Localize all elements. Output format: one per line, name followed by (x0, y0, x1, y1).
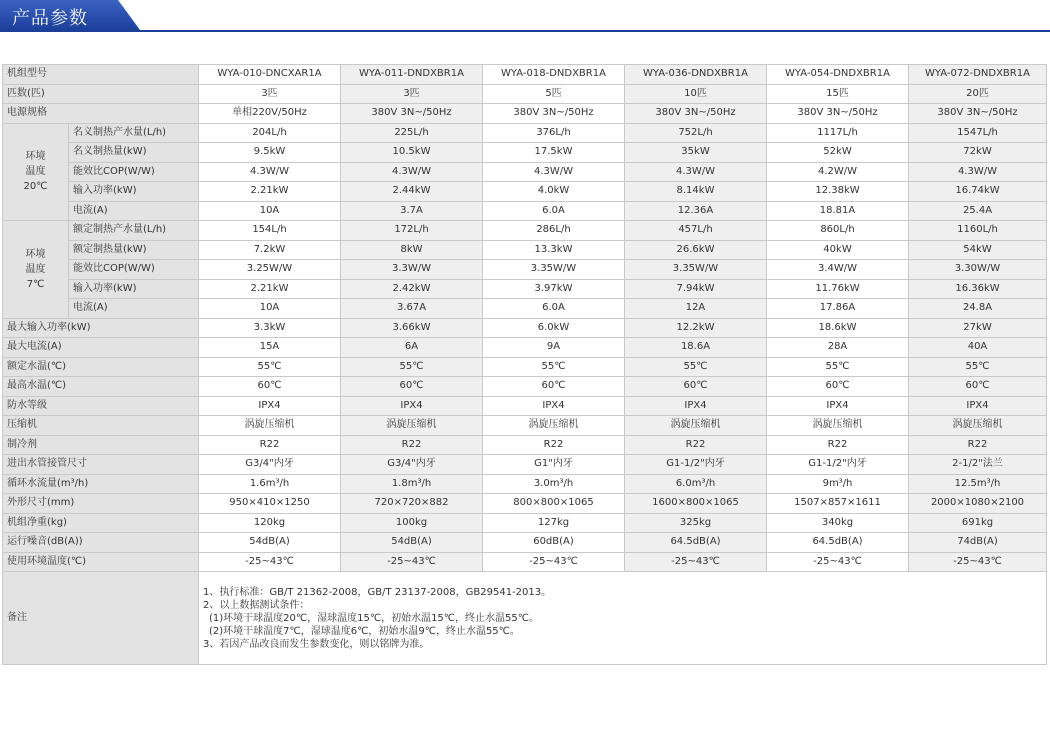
value-cell: 10A (199, 201, 341, 221)
value-cell: 24.8A (909, 299, 1047, 319)
value-cell: IPX4 (767, 396, 909, 416)
value-cell: 60℃ (483, 377, 625, 397)
value-cell: 26.6kW (625, 240, 767, 260)
table-row (3, 338, 1047, 358)
value-cell: 380V 3N~/50Hz (909, 104, 1047, 124)
value-cell: -25~43℃ (483, 552, 625, 572)
table-row (3, 552, 1047, 572)
value-cell: 1.8m³/h (341, 474, 483, 494)
value-cell: G3/4"内牙 (199, 455, 341, 475)
value-cell: 3.35W/W (625, 260, 767, 280)
value-cell: 20匹 (909, 84, 1047, 104)
note-line: (1)环境干球温度20℃，湿球温度15℃，初始水温15℃，终止水温55℃。 (209, 612, 539, 624)
row-label: 额定制热产水量(L/h) (69, 221, 199, 241)
row-label: 压缩机 (3, 416, 199, 436)
value-cell: R22 (625, 435, 767, 455)
value-cell: 3匹 (341, 84, 483, 104)
value-cell: 17.5kW (483, 143, 625, 163)
value-cell: IPX4 (199, 396, 341, 416)
value-cell: -25~43℃ (199, 552, 341, 572)
value-cell: 4.3W/W (625, 162, 767, 182)
value-cell: 800×800×1065 (483, 494, 625, 514)
value-cell: 60dB(A) (483, 533, 625, 553)
value-cell: 6.0A (483, 201, 625, 221)
value-cell: 16.36kW (909, 279, 1047, 299)
value-cell: IPX4 (909, 396, 1047, 416)
value-cell: 3.4W/W (767, 260, 909, 280)
value-cell: 3.0m³/h (483, 474, 625, 494)
value-cell: 单相220V/50Hz (199, 104, 341, 124)
group-label-line: 温度 (25, 166, 46, 178)
value-cell: 涡旋压缩机 (341, 416, 483, 436)
value-cell: 457L/h (625, 221, 767, 241)
value-cell: 18.6kW (767, 318, 909, 338)
table-row (3, 182, 1047, 202)
group-label-line: 温度 (25, 263, 46, 275)
value-cell: 2.21kW (199, 279, 341, 299)
row-label: 能效比COP(W/W) (69, 260, 199, 280)
row-label: 输入功率(kW) (69, 182, 199, 202)
row-label: 机组净重(kg) (3, 513, 199, 533)
page-title: 产品参数 (12, 8, 88, 29)
row-label: 名义制热量(kW) (69, 143, 199, 163)
value-cell: 9A (483, 338, 625, 358)
value-cell: 380V 3N~/50Hz (625, 104, 767, 124)
value-cell: 3.7A (341, 201, 483, 221)
value-cell: 涡旋压缩机 (767, 416, 909, 436)
value-cell: 752L/h (625, 123, 767, 143)
value-cell: 涡旋压缩机 (909, 416, 1047, 436)
value-cell: 4.3W/W (909, 162, 1047, 182)
note-line: 2、以上数据测试条件： (203, 599, 310, 611)
value-cell: WYA-011-DNDXBR1A (341, 65, 483, 85)
value-cell: 286L/h (483, 221, 625, 241)
value-cell: G1-1/2"内牙 (767, 455, 909, 475)
note-line: (2)环境干球温度7℃，湿球温度6℃，初始水温9℃，终止水温55℃。 (209, 625, 520, 637)
value-cell: 225L/h (341, 123, 483, 143)
value-cell: 55℃ (483, 357, 625, 377)
value-cell: -25~43℃ (625, 552, 767, 572)
value-cell: 3.97kW (483, 279, 625, 299)
row-label: 额定水温(℃) (3, 357, 199, 377)
table-row (3, 260, 1047, 280)
table-row (3, 474, 1047, 494)
value-cell: 376L/h (483, 123, 625, 143)
value-cell: 54dB(A) (199, 533, 341, 553)
value-cell: R22 (483, 435, 625, 455)
value-cell: 1.6m³/h (199, 474, 341, 494)
group-label-line: 环境 (25, 248, 46, 260)
row-label: 最大电流(A) (3, 338, 199, 358)
value-cell: 12A (625, 299, 767, 319)
table-row (3, 435, 1047, 455)
table-row (3, 318, 1047, 338)
value-cell: 5匹 (483, 84, 625, 104)
value-cell: 54dB(A) (341, 533, 483, 553)
header-underline (0, 30, 1050, 32)
value-cell: 2.44kW (341, 182, 483, 202)
table-row (3, 357, 1047, 377)
value-cell: 60℃ (625, 377, 767, 397)
value-cell: 55℃ (909, 357, 1047, 377)
group-label-line: 7℃ (26, 278, 45, 290)
value-cell: 2-1/2"法兰 (909, 455, 1047, 475)
table-row (3, 104, 1047, 124)
spec-table (2, 64, 1047, 665)
value-cell: 13.3kW (483, 240, 625, 260)
value-cell: 12.38kW (767, 182, 909, 202)
value-cell: 15匹 (767, 84, 909, 104)
value-cell: 380V 3N~/50Hz (767, 104, 909, 124)
value-cell: 16.74kW (909, 182, 1047, 202)
value-cell: 涡旋压缩机 (483, 416, 625, 436)
group-label-line: 环境 (25, 151, 46, 163)
value-cell: G1"内牙 (483, 455, 625, 475)
group-label (3, 221, 69, 319)
table-row (3, 221, 1047, 241)
note-line: 3、若因产品改良而发生参数变化，则以铭牌为准。 (203, 638, 430, 650)
value-cell: 60℃ (199, 377, 341, 397)
value-cell: IPX4 (341, 396, 483, 416)
value-cell: 3.66kW (341, 318, 483, 338)
value-cell: 154L/h (199, 221, 341, 241)
note-line: 1、执行标准：GB/T 21362-2008，GB/T 23137-2008，GB29541-2013。 (203, 586, 552, 598)
value-cell: 60℃ (341, 377, 483, 397)
value-cell: 3.3W/W (341, 260, 483, 280)
row-label: 电流(A) (69, 201, 199, 221)
value-cell: 涡旋压缩机 (625, 416, 767, 436)
section-header (0, 0, 1050, 34)
value-cell: 325kg (625, 513, 767, 533)
value-cell: 3.30W/W (909, 260, 1047, 280)
value-cell: 35kW (625, 143, 767, 163)
value-cell: 64.5dB(A) (767, 533, 909, 553)
value-cell: 72kW (909, 143, 1047, 163)
group-label (3, 123, 69, 221)
value-cell: 127kg (483, 513, 625, 533)
value-cell: 4.3W/W (199, 162, 341, 182)
value-cell: 380V 3N~/50Hz (341, 104, 483, 124)
value-cell: 27kW (909, 318, 1047, 338)
value-cell: 720×720×882 (341, 494, 483, 514)
group-label-line: 20℃ (23, 181, 48, 193)
value-cell: R22 (199, 435, 341, 455)
value-cell: 7.94kW (625, 279, 767, 299)
value-cell: 340kg (767, 513, 909, 533)
table-row (3, 533, 1047, 553)
value-cell: 1547L/h (909, 123, 1047, 143)
value-cell: 1507×857×1611 (767, 494, 909, 514)
table-row (3, 513, 1047, 533)
value-cell: 2.42kW (341, 279, 483, 299)
value-cell: 120kg (199, 513, 341, 533)
value-cell: 54kW (909, 240, 1047, 260)
value-cell: 12.5m³/h (909, 474, 1047, 494)
value-cell: 12.36A (625, 201, 767, 221)
value-cell: 18.81A (767, 201, 909, 221)
value-cell: 6A (341, 338, 483, 358)
value-cell: 1160L/h (909, 221, 1047, 241)
value-cell: IPX4 (625, 396, 767, 416)
value-cell: 40A (909, 338, 1047, 358)
value-cell: 3.67A (341, 299, 483, 319)
table-row (3, 65, 1047, 85)
row-label: 能效比COP(W/W) (69, 162, 199, 182)
notes-label: 备注 (3, 572, 199, 665)
row-label: 最大输入功率(kW) (3, 318, 199, 338)
value-cell: IPX4 (483, 396, 625, 416)
row-label: 名义制热产水量(L/h) (69, 123, 199, 143)
table-row (3, 416, 1047, 436)
value-cell: 64.5dB(A) (625, 533, 767, 553)
value-cell: 172L/h (341, 221, 483, 241)
value-cell: 860L/h (767, 221, 909, 241)
value-cell: WYA-036-DNDXBR1A (625, 65, 767, 85)
value-cell: WYA-054-DNDXBR1A (767, 65, 909, 85)
table-row (3, 396, 1047, 416)
row-label: 电源规格 (3, 104, 199, 124)
value-cell: 4.3W/W (341, 162, 483, 182)
row-label: 使用环境温度(℃) (3, 552, 199, 572)
value-cell: 3匹 (199, 84, 341, 104)
value-cell: WYA-010-DNCXAR1A (199, 65, 341, 85)
value-cell: 55℃ (767, 357, 909, 377)
notes-content (199, 572, 1047, 665)
value-cell: 691kg (909, 513, 1047, 533)
row-label: 进出水管接管尺寸 (3, 455, 199, 475)
value-cell: 28A (767, 338, 909, 358)
value-cell: 9.5kW (199, 143, 341, 163)
value-cell: 8.14kW (625, 182, 767, 202)
value-cell: 3.3kW (199, 318, 341, 338)
value-cell: 10.5kW (341, 143, 483, 163)
value-cell: 10A (199, 299, 341, 319)
value-cell: -25~43℃ (909, 552, 1047, 572)
value-cell: 4.0kW (483, 182, 625, 202)
value-cell: 6.0m³/h (625, 474, 767, 494)
row-label: 制冷剂 (3, 435, 199, 455)
value-cell: 7.2kW (199, 240, 341, 260)
value-cell: R22 (909, 435, 1047, 455)
value-cell: 60℃ (909, 377, 1047, 397)
table-row (3, 201, 1047, 221)
row-label: 输入功率(kW) (69, 279, 199, 299)
value-cell: 950×410×1250 (199, 494, 341, 514)
value-cell: 204L/h (199, 123, 341, 143)
value-cell: 380V 3N~/50Hz (483, 104, 625, 124)
table-row (3, 377, 1047, 397)
value-cell: 6.0A (483, 299, 625, 319)
table-row (3, 240, 1047, 260)
value-cell: 4.2W/W (767, 162, 909, 182)
table-row (3, 84, 1047, 104)
notes-row (3, 572, 1047, 665)
value-cell: R22 (767, 435, 909, 455)
value-cell: 涡旋压缩机 (199, 416, 341, 436)
value-cell: 55℃ (199, 357, 341, 377)
value-cell: 1600×800×1065 (625, 494, 767, 514)
value-cell: -25~43℃ (767, 552, 909, 572)
table-row (3, 279, 1047, 299)
table-row (3, 123, 1047, 143)
value-cell: 12.2kW (625, 318, 767, 338)
value-cell: 3.35W/W (483, 260, 625, 280)
value-cell: 18.6A (625, 338, 767, 358)
row-label: 防水等级 (3, 396, 199, 416)
table-row (3, 299, 1047, 319)
value-cell: 10匹 (625, 84, 767, 104)
table-row (3, 494, 1047, 514)
value-cell: WYA-018-DNDXBR1A (483, 65, 625, 85)
value-cell: 17.86A (767, 299, 909, 319)
value-cell: 9m³/h (767, 474, 909, 494)
row-label: 额定制热量(kW) (69, 240, 199, 260)
value-cell: G3/4"内牙 (341, 455, 483, 475)
value-cell: 74dB(A) (909, 533, 1047, 553)
value-cell: 60℃ (767, 377, 909, 397)
value-cell: 1117L/h (767, 123, 909, 143)
value-cell: WYA-072-DNDXBR1A (909, 65, 1047, 85)
value-cell: 55℃ (341, 357, 483, 377)
value-cell: 40kW (767, 240, 909, 260)
value-cell: 3.25W/W (199, 260, 341, 280)
value-cell: 15A (199, 338, 341, 358)
row-label: 匹数(匹) (3, 84, 199, 104)
value-cell: 4.3W/W (483, 162, 625, 182)
table-row (3, 143, 1047, 163)
value-cell: 11.76kW (767, 279, 909, 299)
value-cell: 8kW (341, 240, 483, 260)
row-label: 最高水温(℃) (3, 377, 199, 397)
value-cell: 52kW (767, 143, 909, 163)
row-label: 循环水流量(m³/h) (3, 474, 199, 494)
value-cell: 2000×1080×2100 (909, 494, 1047, 514)
table-row (3, 455, 1047, 475)
row-label: 外形尺寸(mm) (3, 494, 199, 514)
value-cell: R22 (341, 435, 483, 455)
value-cell: G1-1/2"内牙 (625, 455, 767, 475)
value-cell: 55℃ (625, 357, 767, 377)
row-label: 机组型号 (3, 65, 199, 85)
value-cell: 6.0kW (483, 318, 625, 338)
value-cell: 100kg (341, 513, 483, 533)
table-row (3, 162, 1047, 182)
value-cell: 25.4A (909, 201, 1047, 221)
value-cell: -25~43℃ (341, 552, 483, 572)
row-label: 电流(A) (69, 299, 199, 319)
row-label: 运行噪音(dB(A)) (3, 533, 199, 553)
value-cell: 2.21kW (199, 182, 341, 202)
